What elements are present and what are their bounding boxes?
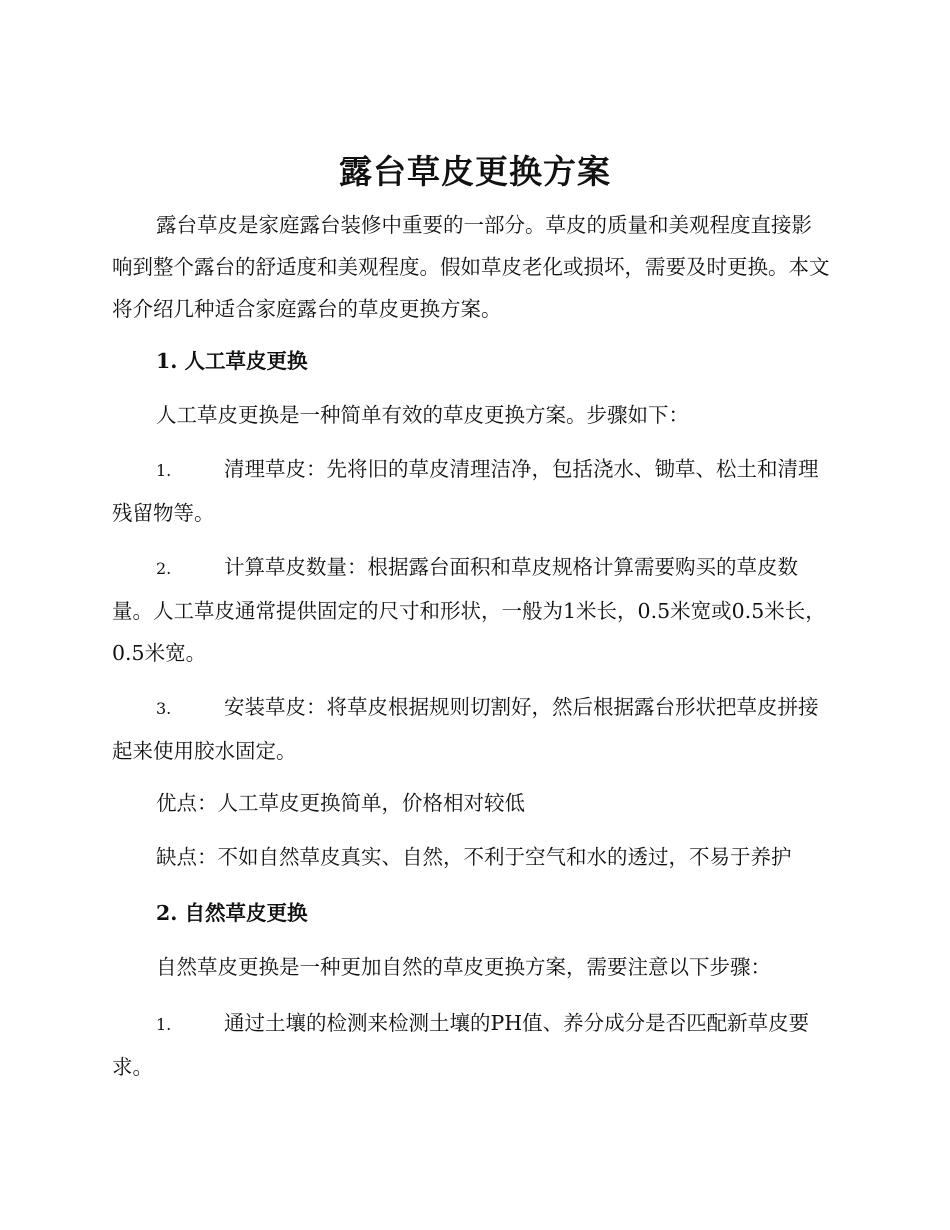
pros-paragraph: 优点：人工草皮更换简单，价格相对较低 bbox=[156, 791, 525, 815]
list-item-number: 2. bbox=[156, 559, 172, 578]
list-item-text: 清理草皮：先将旧的草皮清理洁净，包括浇水、锄草、松土和清理残留物等。 bbox=[112, 457, 819, 525]
list-item-text: 安装草皮：将草皮根据规则切割好，然后根据露台形状把草皮拼接起来使用胶水固定。 bbox=[112, 695, 819, 763]
cons-paragraph: 缺点：不如自然草皮真实、自然，不利于空气和水的透过，不易于养护 bbox=[156, 845, 792, 869]
list-item bbox=[112, 546, 832, 674]
list-item-number: 1. bbox=[156, 461, 172, 480]
list-item bbox=[112, 686, 832, 772]
document-title: 露台草皮更换方案 bbox=[339, 152, 611, 191]
list-item-text: 通过土壤的检测来检测土壤的PH值、养分成分是否匹配新草皮要求。 bbox=[112, 1011, 810, 1079]
list-item-number: 3. bbox=[156, 699, 172, 718]
section2-lead: 自然草皮更换是一种更加自然的草皮更换方案，需要注意以下步骤： bbox=[156, 955, 771, 979]
section-heading-natural-turf: 2. 自然草皮更换 bbox=[156, 901, 308, 925]
section1-lead: 人工草皮更换是一种简单有效的草皮更换方案。步骤如下： bbox=[156, 403, 689, 427]
list-item-number: 1. bbox=[156, 1015, 172, 1034]
list-item bbox=[112, 448, 832, 534]
list-item bbox=[112, 1002, 832, 1088]
list-item-text: 计算草皮数量：根据露台面积和草皮规格计算需要购买的草皮数量。人工草皮通常提供固定的尺寸和形状，一般为1米长，0.5米宽或0.5米长，0.5米宽。 bbox=[112, 555, 826, 665]
section-heading-artificial-turf: 1. 人工草皮更换 bbox=[156, 349, 308, 373]
intro-paragraph: 露台草皮是家庭露台装修中重要的一部分。草皮的质量和美观程度直接影响到整个露台的舒适度和美观程度。假如草皮老化或损坏，需要及时更换。本文将介绍几种适合家庭露台的草皮更换方案。 bbox=[112, 213, 830, 321]
